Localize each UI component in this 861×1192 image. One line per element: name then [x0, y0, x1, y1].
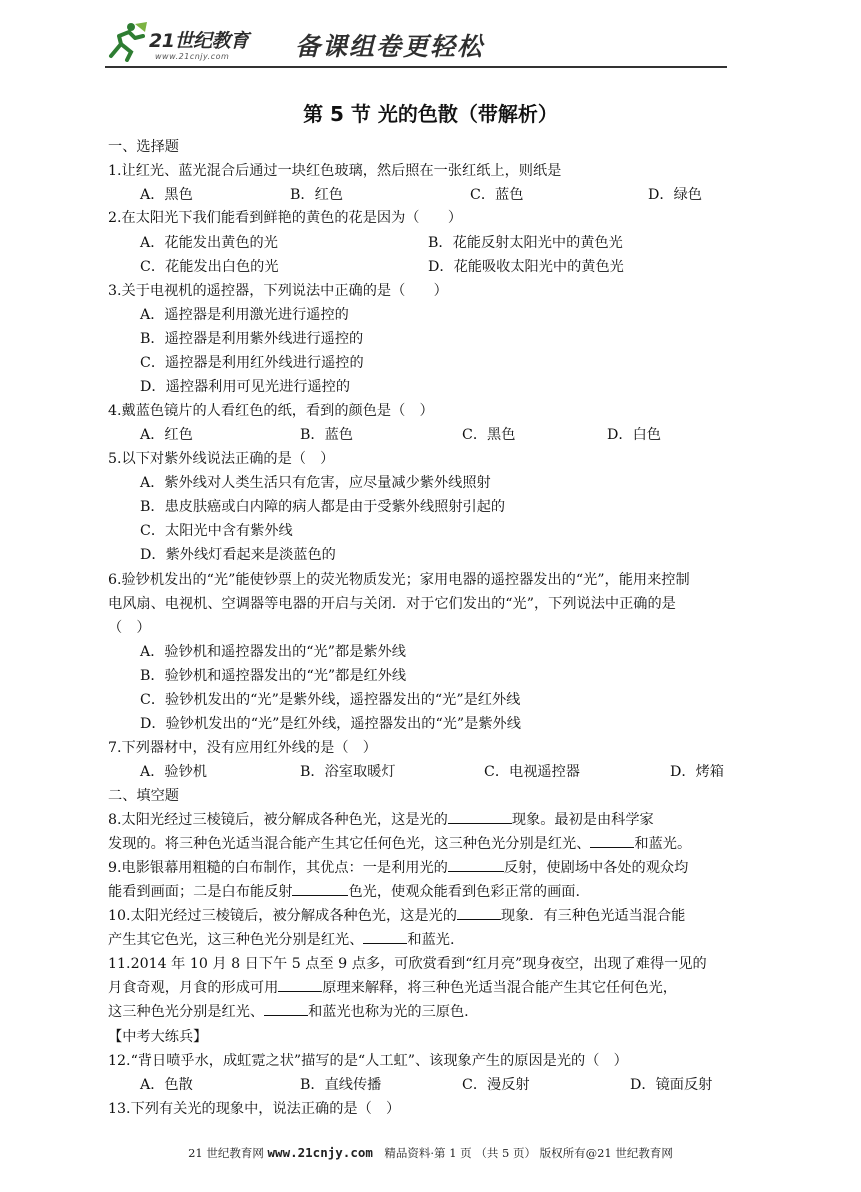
- option-b: B．遥控器是利用紫外线进行遥控的: [140, 331, 364, 347]
- text-segment: 和蓝光.: [407, 932, 455, 948]
- question-stem: 11.2014 年 10 月 8 日下午 5 点至 9 点多，可欣赏看到“红月亮”现身夜空，出现了难得一见的: [108, 956, 707, 972]
- option-b: B．患皮肤癌或白内障的病人都是由于受紫外线照射引起的: [140, 499, 506, 515]
- option-a: A．紫外线对人类生活只有危害，应尽量减少紫外线照射: [140, 475, 491, 491]
- option-a: A．黑色: [140, 187, 193, 203]
- option-c: C．电视遥控器: [484, 764, 580, 780]
- brand-url: www.21cnjy.com: [155, 52, 230, 61]
- answer-blank[interactable]: [457, 905, 501, 920]
- text-segment: 和蓝光。: [634, 836, 692, 852]
- text-segment: 9.电影银幕用粗糙的白布制作，其优点：一是利用光的: [108, 860, 448, 876]
- fill-question-line: [108, 929, 454, 951]
- brand-name: 21世纪教育: [149, 30, 249, 52]
- fill-question-line: [108, 905, 685, 927]
- text-segment: 反射，使剧场中各处的观众均: [503, 860, 689, 876]
- runner-logo-icon: [105, 22, 149, 62]
- option-a: A．花能发出黄色的光: [140, 235, 278, 251]
- text-segment: 8.太阳光经过三棱镜后，被分解成各种色光，这是光的: [108, 812, 448, 828]
- option-d: D．验钞机发出的“光”是红外线，遥控器发出的“光”是紫外线: [140, 716, 521, 732]
- footer-left: 21 世纪教育网: [188, 1146, 268, 1160]
- fill-question-line: [108, 833, 691, 855]
- option-a: A．色散: [140, 1077, 193, 1093]
- answer-blank[interactable]: [590, 833, 634, 848]
- option-d: D．白色: [607, 427, 661, 443]
- fill-question-line: [108, 881, 580, 903]
- question-stem: 4.戴蓝色镜片的人看红色的纸，看到的颜色是（ ）: [108, 403, 434, 419]
- option-d: D．紫外线灯看起来是淡蓝色的: [140, 547, 336, 563]
- fill-question-line: [108, 1001, 469, 1023]
- text-segment: 现象。最初是由科学家: [511, 812, 654, 828]
- option-d: D．遥控器利用可见光进行遥控的: [140, 379, 351, 395]
- page-header: [105, 22, 727, 70]
- option-c: C．太阳光中含有紫外线: [140, 523, 293, 539]
- answer-blank[interactable]: [292, 881, 348, 896]
- text-segment: 现象．有三种色光适当混合能: [500, 908, 686, 924]
- question-stem: 12.“背日喷乎水，成虹霓之状”描写的是“人工虹”、该现象产生的原因是光的（ ）: [108, 1053, 628, 1069]
- text-segment: 发现的。将三种色光适当混合能产生其它任何色光，这三种色光分别是红光、: [108, 836, 591, 852]
- option-c: C．黑色: [462, 427, 516, 443]
- fill-question-line: [108, 857, 688, 879]
- page-title: 第 5 节 光的色散（带解析）: [303, 102, 558, 126]
- option-c: C．花能发出白色的光: [140, 259, 279, 275]
- page-footer: [0, 1145, 861, 1161]
- section-heading: 二、填空题: [108, 788, 179, 804]
- option-a: A．验钞机和遥控器发出的“光”都是紫外线: [140, 644, 406, 660]
- question-stem: 13.下列有关光的现象中，说法正确的是（ ）: [108, 1101, 401, 1117]
- option-b: B．验钞机和遥控器发出的“光”都是红外线: [140, 668, 407, 684]
- text-segment: 10.太阳光经过三棱镜后，被分解成各种色光，这是光的: [108, 908, 457, 924]
- answer-blank[interactable]: [448, 857, 504, 872]
- option-c: C．遥控器是利用红外线进行遥控的: [140, 355, 364, 371]
- option-d: D．花能吸收太阳光中的黄色光: [428, 259, 624, 275]
- option-b: B．浴室取暖灯: [300, 764, 396, 780]
- option-d: D．烤箱: [670, 764, 724, 780]
- text-segment: 原理来解释，将三种色光适当混合能产生其它任何色光，: [322, 980, 677, 996]
- option-b: B．红色: [290, 187, 343, 203]
- footer-right: 精品资料·第 1 页 （共 5 页） 版权所有@21 世纪教育网: [372, 1146, 673, 1160]
- answer-blank[interactable]: [448, 809, 512, 824]
- option-c: C．蓝色: [470, 187, 524, 203]
- answer-blank[interactable]: [264, 1001, 308, 1016]
- text-segment: 色光，使观众能看到色彩正常的画面.: [348, 884, 580, 900]
- option-b: B．花能反射太阳光中的黄色光: [428, 235, 623, 251]
- option-c: C．漫反射: [462, 1077, 530, 1093]
- question-stem: 3.关于电视机的遥控器，下列说法中正确的是（ ）: [108, 283, 448, 299]
- text-segment: 这三种色光分别是红光、: [108, 1004, 265, 1020]
- text-segment: 和蓝光也称为光的三原色.: [308, 1004, 469, 1020]
- option-d: D．镜面反射: [630, 1077, 713, 1093]
- option-a: A．红色: [140, 427, 193, 443]
- answer-blank[interactable]: [278, 977, 322, 992]
- option-b: B．直线传播: [300, 1077, 382, 1093]
- question-stem: 6.验钞机发出的“光”能使钞票上的荧光物质发光；家用电器的遥控器发出的“光”，能用来控制: [108, 572, 690, 588]
- section-heading: 一、选择题: [108, 139, 179, 155]
- option-a: A．遥控器是利用激光进行遥控的: [140, 307, 349, 323]
- header-divider: [105, 66, 727, 68]
- question-stem-cont: 电风扇、电视机、空调器等电器的开启与关闭．对于它们发出的“光”，下列说法中正确的是: [108, 596, 676, 612]
- text-segment: 能看到画面；二是白布能反射: [108, 884, 293, 900]
- text-segment: 产生其它色光，这三种色光分别是红光、: [108, 932, 364, 948]
- footer-url-link[interactable]: www.21cnjy.com: [267, 1145, 373, 1160]
- header-slogan: 备课组卷更轻松: [295, 32, 485, 61]
- section-heading: 【中考大练兵】: [108, 1029, 208, 1045]
- answer-blank[interactable]: [363, 929, 407, 944]
- fill-question-line: [108, 809, 654, 831]
- question-stem: 1.让红光、蓝光混合后通过一块红色玻璃，然后照在一张红纸上，则纸是: [108, 163, 562, 179]
- option-b: B．蓝色: [300, 427, 353, 443]
- fill-question-line: [108, 977, 677, 999]
- option-c: C．验钞机发出的“光”是紫外线，遥控器发出的“光”是红外线: [140, 692, 521, 708]
- option-a: A．验钞机: [140, 764, 207, 780]
- question-stem: 7.下列器材中，没有应用红外线的是（ ）: [108, 740, 377, 756]
- text-segment: 月食奇观，月食的形成可用: [108, 980, 279, 996]
- question-stem: 5.以下对紫外线说法正确的是（ ）: [108, 451, 335, 467]
- question-stem: 2.在太阳光下我们能看到鲜艳的黄色的花是因为（ ）: [108, 210, 463, 226]
- question-stem-cont: （ ）: [108, 620, 151, 636]
- option-d: D．绿色: [648, 187, 702, 203]
